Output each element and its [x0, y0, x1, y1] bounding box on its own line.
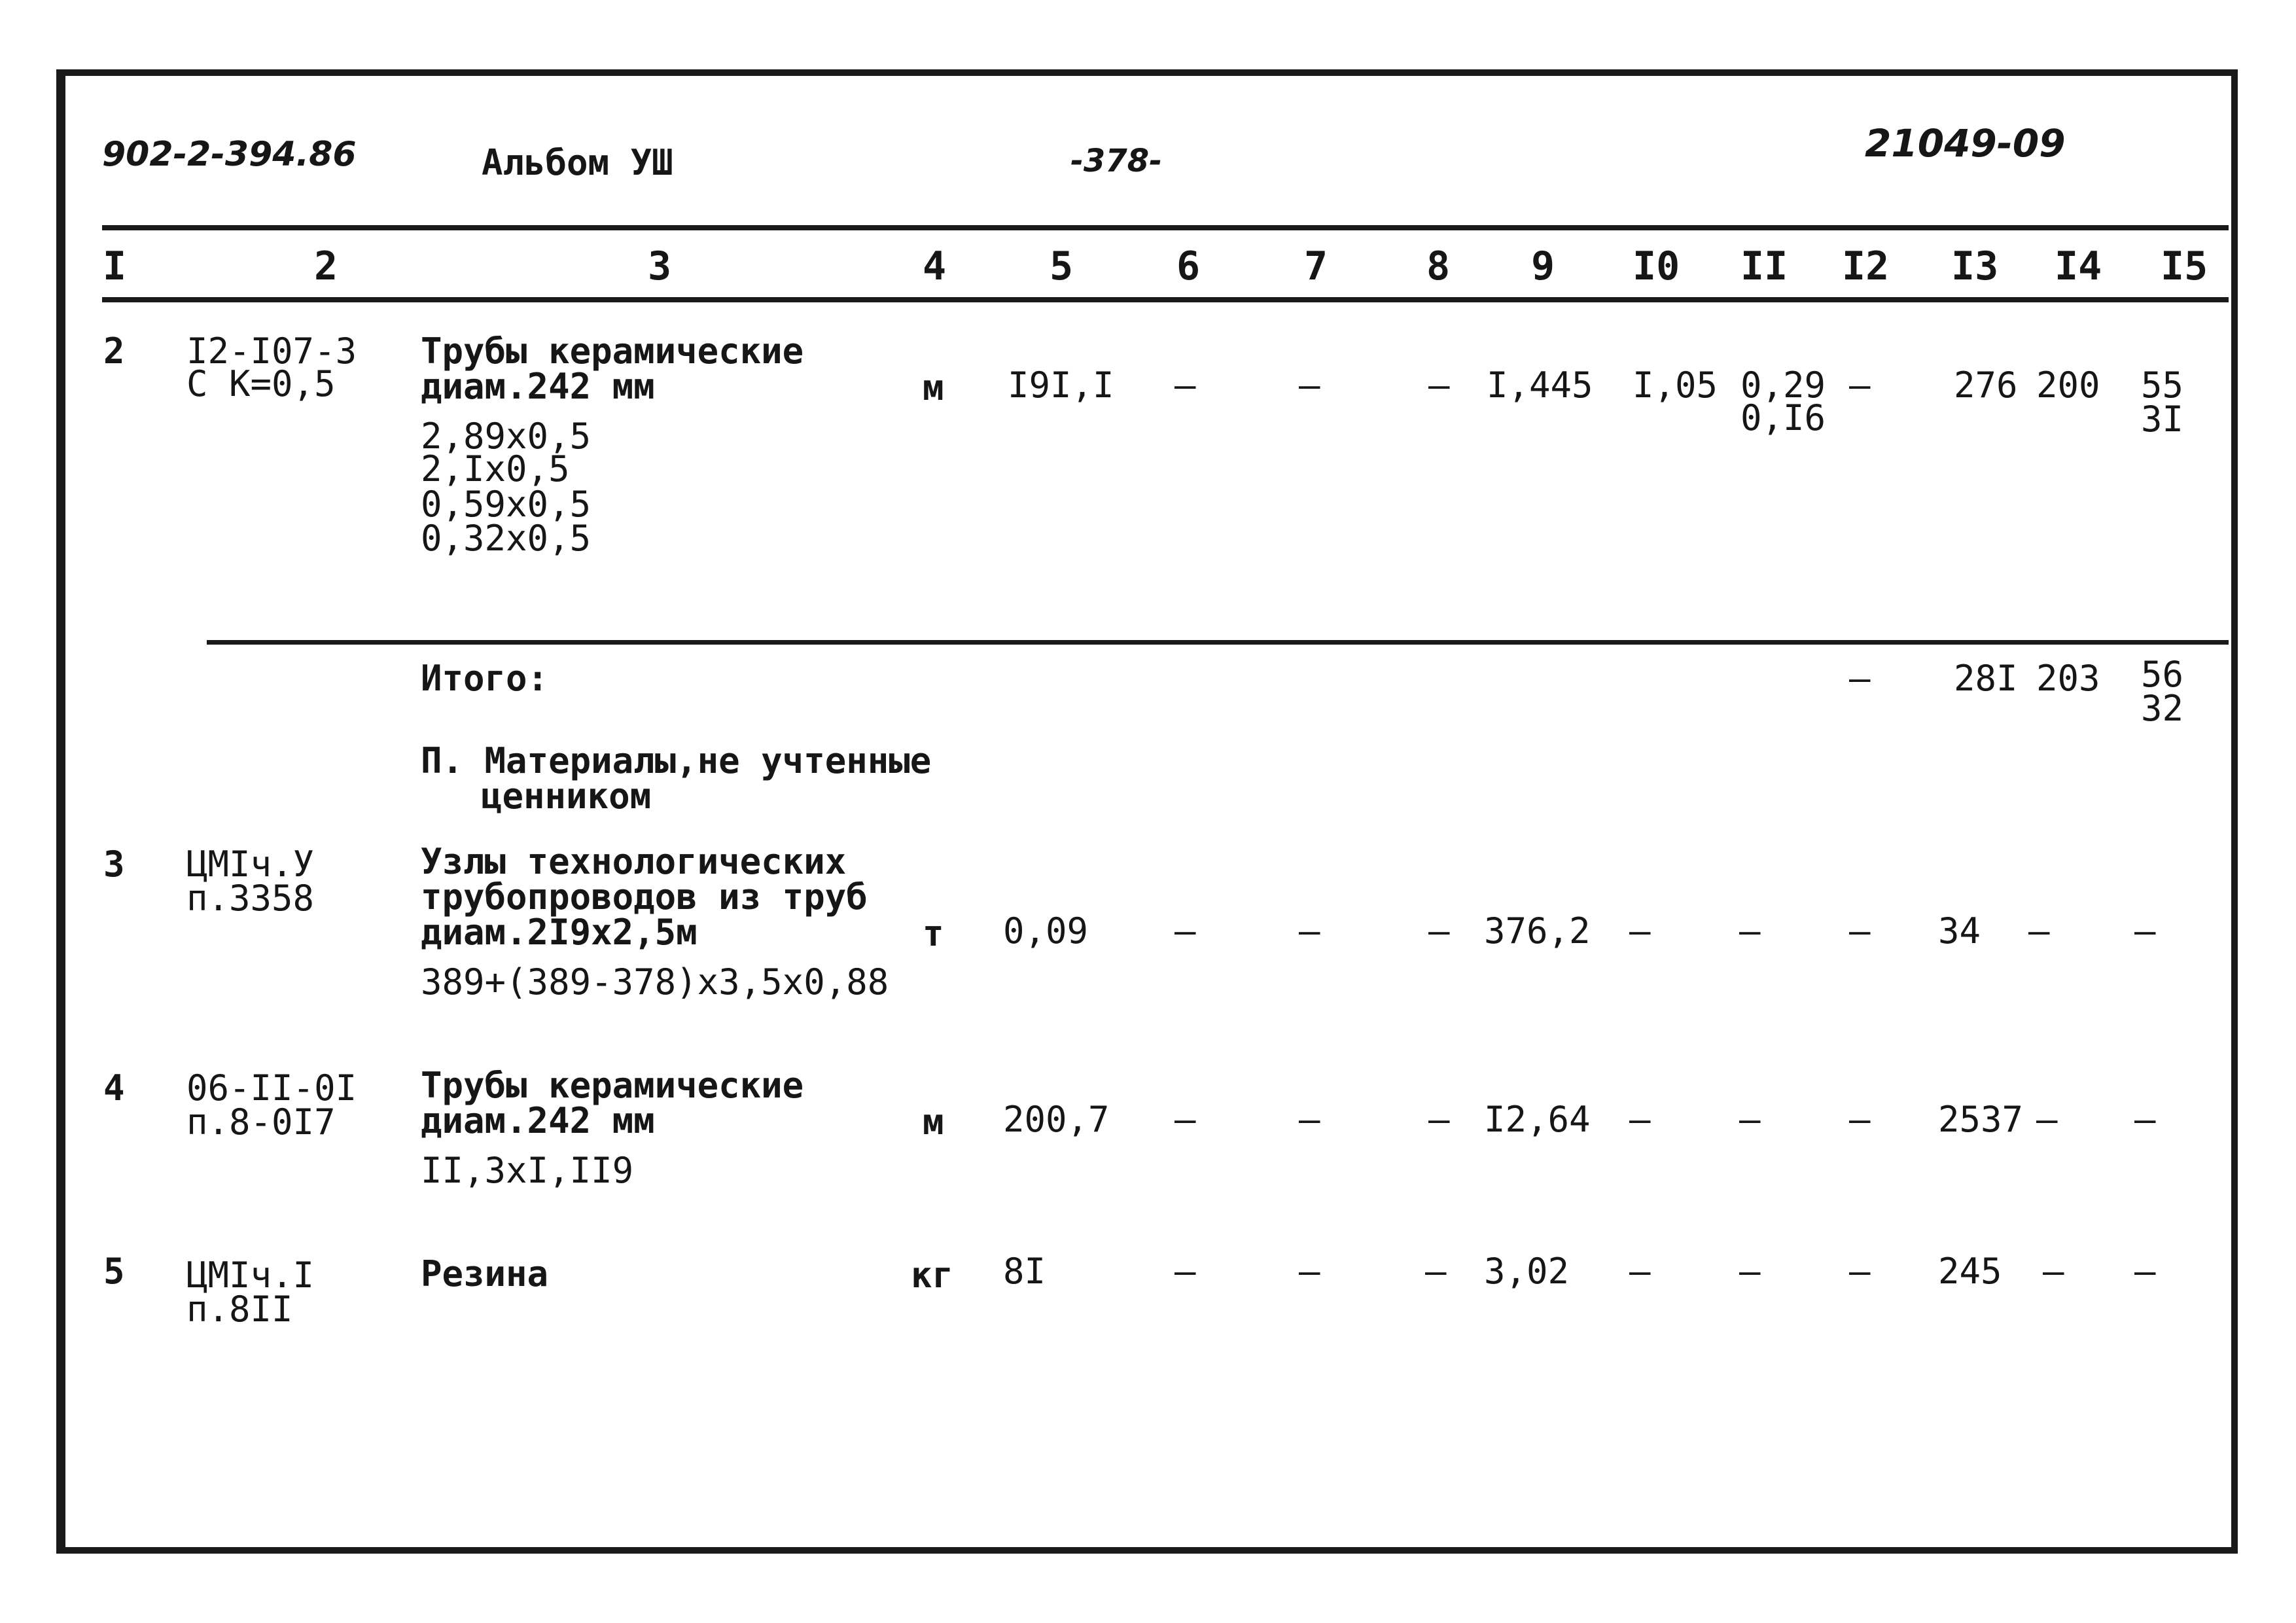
section-heading: ценником [481, 776, 652, 817]
cell-col11: – [1739, 910, 1761, 952]
column-header: 9 [1531, 243, 1555, 289]
item-description: диам.242 мм [421, 366, 655, 407]
row-number: 5 [103, 1251, 125, 1292]
column-header: I [103, 243, 127, 289]
column-header: II [1740, 243, 1788, 289]
cell-col12: – [1849, 365, 1871, 406]
subtotal-rule [207, 640, 2229, 645]
column-header: 4 [923, 243, 947, 289]
cell-col9: 376,2 [1484, 910, 1591, 952]
cell-col7: – [1299, 365, 1320, 406]
column-header: 3 [648, 243, 672, 289]
cell-col10: – [1629, 1099, 1651, 1140]
header-bottom-rule [102, 297, 2229, 302]
cell-col11: – [1739, 1099, 1761, 1140]
document-sheet [56, 69, 2238, 1554]
cell-col5: 8I [1003, 1251, 1046, 1292]
column-header: I3 [1951, 243, 1999, 289]
cell-col12: – [1849, 1251, 1871, 1292]
total-col15: 56 [2141, 654, 2184, 695]
cell-col5: 200,7 [1003, 1099, 1110, 1140]
cell-col5: I9I,I [1008, 365, 1114, 406]
total-col13: 28I [1954, 658, 2018, 699]
cell-col12: – [1849, 910, 1871, 952]
rate-code: п.3358 [186, 878, 315, 919]
calculation-line: 2,Ix0,5 [421, 448, 570, 490]
column-header: 8 [1426, 243, 1451, 289]
calculation-line: 0,32x0,5 [421, 518, 592, 559]
cell-col8: – [1425, 1251, 1447, 1292]
page-number: -378- [1070, 143, 1163, 179]
rate-code: ЦМIч.У [186, 844, 315, 885]
rate-code: п.8II [186, 1289, 293, 1330]
column-header: 2 [314, 243, 338, 289]
cell-col9: I,445 [1487, 365, 1593, 406]
cell-col13: 34 [1938, 910, 1981, 952]
calculation-line: 0,59x0,5 [421, 484, 592, 525]
rate-code: 06-II-0I [186, 1067, 357, 1109]
rate-code: С К=0,5 [186, 363, 336, 404]
cell-col15: – [2134, 1099, 2156, 1140]
total-label: Итого: [421, 658, 549, 699]
document-code: 902-2-394.86 [102, 135, 357, 174]
column-header: 6 [1176, 243, 1201, 289]
cell-col13: 245 [1938, 1251, 2002, 1292]
cell-col13: 2537 [1938, 1099, 2024, 1140]
rate-code: п.8-0I7 [186, 1101, 336, 1143]
row-number: 4 [103, 1067, 125, 1109]
calculation-line: 2,89x0,5 [421, 416, 592, 457]
cell-col13: 276 [1954, 365, 2018, 406]
item-description: трубопроводов из труб [421, 876, 868, 918]
cell-col10: – [1629, 1251, 1651, 1292]
item-description: Узлы технологических [421, 841, 847, 882]
cell-col5: 0,09 [1003, 910, 1089, 952]
rate-code: I2-I07-3 [186, 330, 357, 372]
column-header: 5 [1050, 243, 1074, 289]
unit: м [923, 367, 944, 408]
unit: т [923, 913, 944, 954]
row-number: 2 [103, 330, 125, 372]
cell-col6: – [1174, 1099, 1196, 1140]
album-label: Альбом УШ [482, 142, 673, 183]
cell-col11: – [1739, 1251, 1761, 1292]
cell-col14: – [2043, 1251, 2064, 1292]
cell-col9: 3,02 [1484, 1251, 1570, 1292]
cell-col9: I2,64 [1484, 1099, 1591, 1140]
column-header: I4 [2055, 243, 2102, 289]
cell-col7: – [1299, 910, 1320, 952]
cell-col15: 3I [2141, 399, 2184, 440]
cell-col15: – [2134, 1251, 2156, 1292]
column-header: I0 [1633, 243, 1680, 289]
column-header: I2 [1842, 243, 1890, 289]
unit: кг [911, 1255, 954, 1296]
cell-col11: 0,29 [1740, 365, 1826, 406]
cell-col8: – [1428, 910, 1450, 952]
cell-col8: – [1428, 365, 1450, 406]
item-description: Трубы керамические [421, 330, 804, 372]
cell-col7: – [1299, 1251, 1320, 1292]
item-description: Трубы керамические [421, 1065, 804, 1106]
cell-col15: – [2134, 910, 2156, 952]
cell-col12: – [1849, 1099, 1871, 1140]
cell-col6: – [1174, 365, 1196, 406]
item-description: диам.242 мм [421, 1100, 655, 1141]
total-col14: 203 [2036, 658, 2100, 699]
cell-col10: I,05 [1633, 365, 1718, 406]
section-heading: П. Материалы,не учтенные [421, 740, 932, 781]
cell-col14: – [2028, 910, 2050, 952]
cell-col7: – [1299, 1099, 1320, 1140]
header-top-rule [102, 225, 2229, 230]
item-description: диам.2I9x2,5м [421, 912, 698, 953]
cell-col14: 200 [2036, 365, 2100, 406]
unit: м [923, 1101, 944, 1143]
cell-col15: 55 [2141, 365, 2184, 406]
column-header: I5 [2161, 243, 2208, 289]
cell-col11: 0,I6 [1740, 397, 1826, 438]
cell-col6: – [1174, 910, 1196, 952]
calculation-line: 389+(389-378)x3,5x0,88 [421, 961, 889, 1003]
rate-code: ЦМIч.I [186, 1255, 315, 1296]
calculation-line: II,3xI,II9 [421, 1150, 634, 1191]
cell-col8: – [1428, 1099, 1450, 1140]
item-description: Резина [421, 1253, 549, 1294]
row-number: 3 [103, 844, 125, 885]
cell-col14: – [2036, 1099, 2058, 1140]
cell-col6: – [1174, 1251, 1196, 1292]
archive-stamp-number: 21049-09 [1865, 121, 2066, 166]
total-col15: 32 [2141, 688, 2184, 729]
cell-col10: – [1629, 910, 1651, 952]
total-col12: – [1849, 658, 1871, 699]
column-header: 7 [1304, 243, 1328, 289]
